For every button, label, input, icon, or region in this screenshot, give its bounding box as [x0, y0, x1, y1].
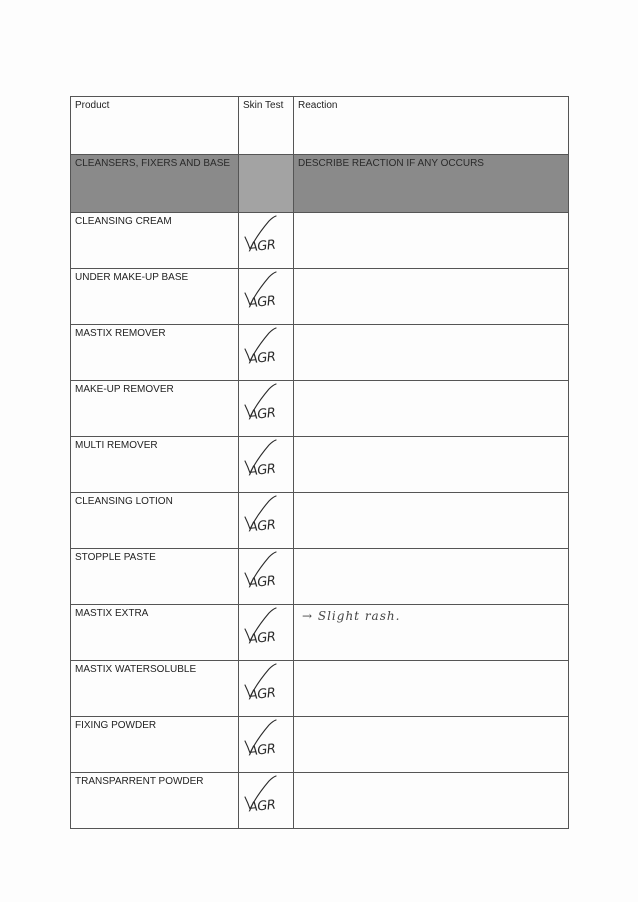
skin-test-signature — [239, 661, 294, 717]
skin-test-signature — [239, 325, 294, 381]
header-row — [71, 97, 569, 155]
signature-initials: AGR — [248, 517, 277, 536]
table-row — [71, 381, 569, 437]
signature-initials: AGR — [248, 293, 277, 312]
table-row — [71, 549, 569, 605]
reaction-cell[interactable] — [294, 549, 569, 605]
reaction-cell[interactable] — [294, 325, 569, 381]
skin-test-signature — [239, 717, 294, 773]
reaction-cell[interactable] — [294, 661, 569, 717]
skin-test-signature — [239, 493, 294, 549]
signature-initials: AGR — [248, 797, 277, 816]
product-name: TRANSPARRENT POWDER — [71, 773, 239, 829]
table-row — [71, 773, 569, 829]
table-row — [71, 269, 569, 325]
product-name: STOPPLE PASTE — [71, 549, 239, 605]
section-row — [71, 155, 569, 213]
signature-initials: AGR — [248, 237, 277, 256]
skin-test-signature — [239, 437, 294, 493]
signature-initials: AGR — [248, 573, 277, 592]
product-name: MAKE-UP REMOVER — [71, 381, 239, 437]
reaction-cell[interactable] — [294, 381, 569, 437]
signature-initials: AGR — [248, 685, 277, 704]
reaction-cell[interactable] — [294, 269, 569, 325]
table-row — [71, 213, 569, 269]
signature-initials: AGR — [248, 461, 277, 480]
product-name: MASTIX WATERSOLUBLE — [71, 661, 239, 717]
table-row — [71, 605, 569, 661]
skin-test-form-table — [70, 96, 569, 829]
reaction-cell[interactable] — [294, 493, 569, 549]
product-name: CLEANSING LOTION — [71, 493, 239, 549]
product-name: MASTIX EXTRA — [71, 605, 239, 661]
signature-initials: AGR — [248, 405, 277, 424]
reaction-cell[interactable] — [294, 773, 569, 829]
product-name: MULTI REMOVER — [71, 437, 239, 493]
signature-initials: AGR — [248, 629, 277, 648]
table-row — [71, 325, 569, 381]
reaction-cell[interactable] — [294, 717, 569, 773]
table-row — [71, 493, 569, 549]
skin-test-signature — [239, 381, 294, 437]
reaction-cell[interactable] — [294, 605, 569, 661]
signature-initials: AGR — [248, 349, 277, 368]
section-title: CLEANSERS, FIXERS AND BASE — [71, 155, 239, 213]
header-reaction: Reaction — [294, 97, 569, 155]
product-name: MASTIX REMOVER — [71, 325, 239, 381]
product-name: UNDER MAKE-UP BASE — [71, 269, 239, 325]
product-name: CLEANSING CREAM — [71, 213, 239, 269]
skin-test-signature — [239, 773, 294, 829]
header-skin-test: Skin Test — [239, 97, 294, 155]
skin-test-signature — [239, 605, 294, 661]
reaction-text: → Slight rash. — [302, 609, 401, 623]
table-row — [71, 717, 569, 773]
table-row — [71, 437, 569, 493]
reaction-cell[interactable] — [294, 213, 569, 269]
skin-test-signature — [239, 269, 294, 325]
signature-initials: AGR — [248, 741, 277, 760]
table-row — [71, 661, 569, 717]
skin-test-signature — [239, 213, 294, 269]
reaction-cell[interactable] — [294, 437, 569, 493]
section-note: DESCRIBE REACTION IF ANY OCCURS — [294, 155, 569, 213]
product-name: FIXING POWDER — [71, 717, 239, 773]
section-skin-test-cell — [239, 155, 294, 213]
skin-test-signature — [239, 549, 294, 605]
header-product: Product — [71, 97, 239, 155]
